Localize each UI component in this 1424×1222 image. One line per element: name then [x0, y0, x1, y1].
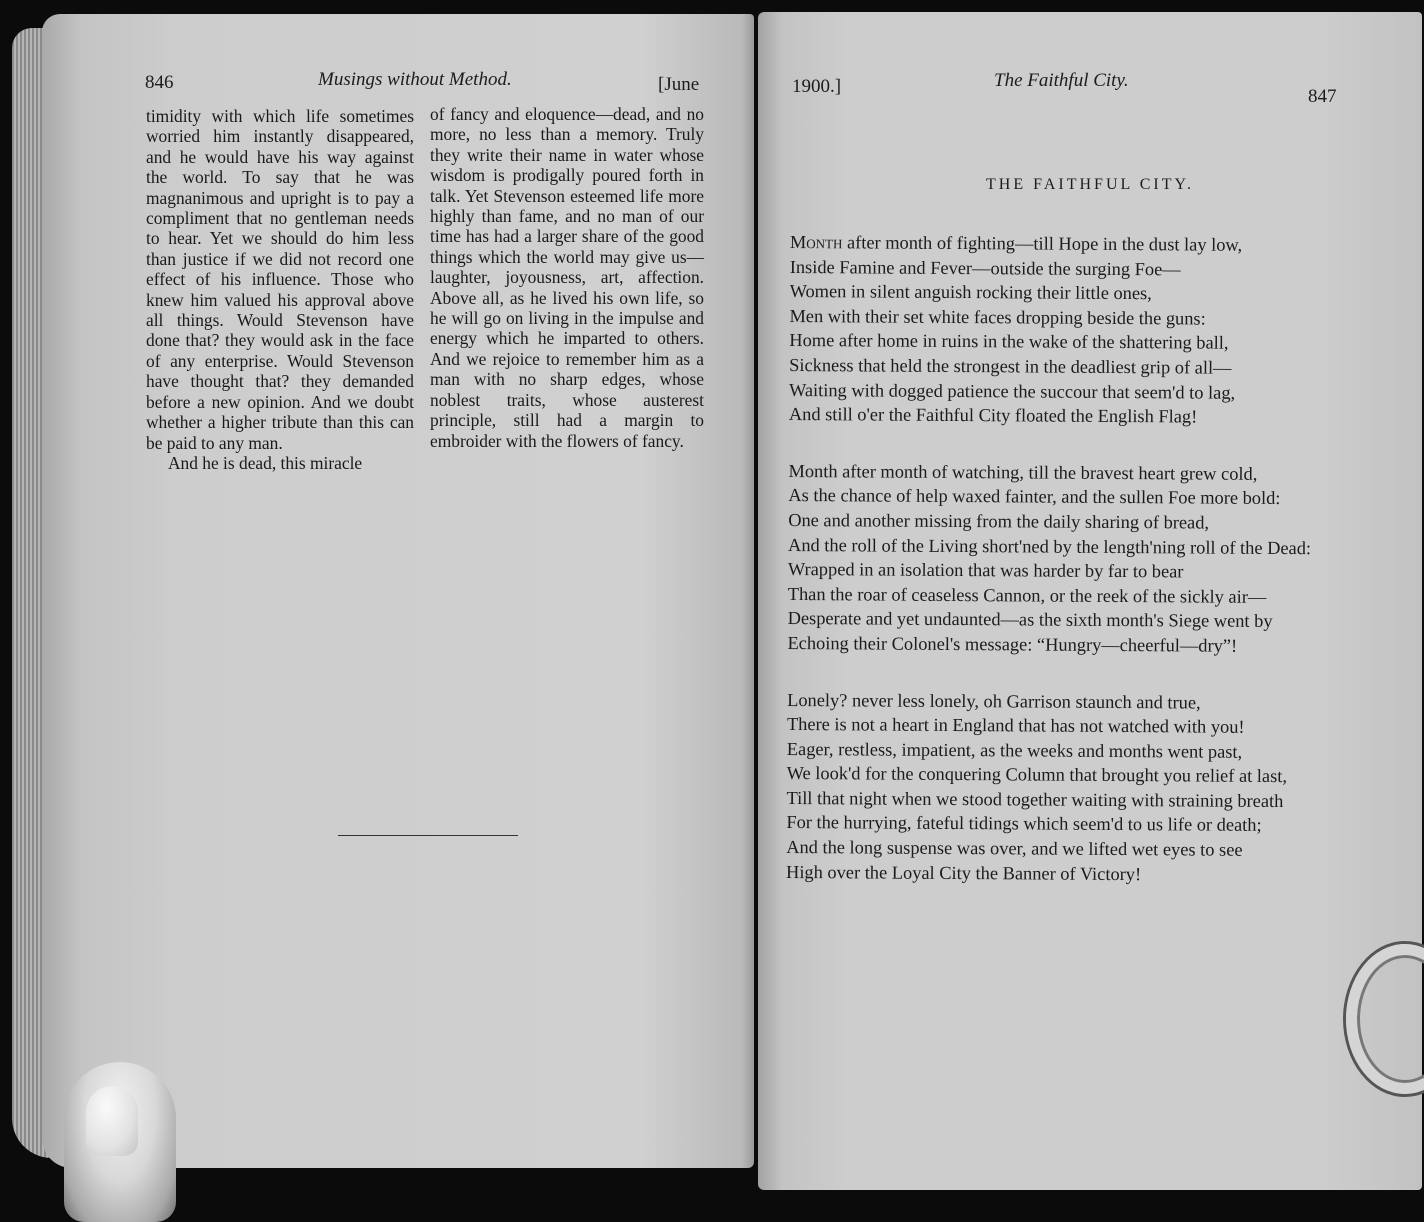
poem-line: Inside Famine and Fever—outside the surging Foe— — [789, 256, 1181, 279]
poem-line: There is not a heart in England that has not watched with you! — [786, 714, 1245, 737]
holding-thumb — [64, 1062, 176, 1222]
poem-line: Month after month of watching, till the bravest heart grew cold, — [788, 460, 1258, 484]
poem-line: And the long suspense was over, and we lifted wet eyes to see — [786, 837, 1243, 860]
left-page-number: 846 — [145, 72, 174, 93]
right-page — [758, 12, 1422, 1190]
paragraph: timidity with which life sometimes worried him instantly disappeared, and he would have his way against the world. To say that he was magnanimous and upright is to pay a compliment that no gentleman needs to hear. Yet we should do him less than justice if we did not record one effect of his influence. Those who knew him valued his approval above all things. Would Stevenson have done that? they would ask in the face of any enterprise. Would Stevenson have thought that? they demanded before a new opinion. And we doubt whether a higher tribute than this can be paid to any man. — [146, 106, 414, 453]
right-page-number: 847 — [1308, 86, 1337, 107]
poem-line: Echoing their Colonel's message: “Hungry—cheerful—dry”! — [787, 632, 1238, 656]
poem-line: High over the Loyal City the Banner of Victory! — [786, 861, 1142, 884]
poem-line: Wrapped in an isolation that was harder by far to bear — [787, 559, 1184, 582]
poem-line: Month after month of fighting—till Hope in the dust lay low, — [789, 231, 1243, 255]
poem-line: Than the roar of ceaseless Cannon, or the reek of the sickly air— — [787, 583, 1267, 607]
left-page — [42, 14, 754, 1168]
poem-line: Women in silent anguish rocking their little ones, — [789, 281, 1152, 304]
poem-line: Home after home in ruins in the wake of the shattering ball, — [789, 330, 1229, 354]
poem-line: As the chance of help waxed fainter, and the sullen Foe more bold: — [788, 485, 1281, 509]
right-running-date: 1900.] — [792, 76, 842, 97]
poem-line: Men with their set white faces dropping beside the guns: — [789, 305, 1206, 329]
left-column-2 — [430, 104, 704, 451]
poem-body — [786, 230, 1330, 920]
poem-stanza-2 — [787, 459, 1328, 659]
thumbnail — [86, 1086, 138, 1156]
poem-line: Lonely? never less lonely, oh Garrison staunch and true, — [787, 689, 1201, 713]
right-running-title: The Faithful City. — [994, 70, 1129, 91]
poem-line: For the hurrying, fateful tidings which seem'd to us life or death; — [786, 812, 1262, 836]
left-column-1 — [146, 106, 414, 473]
poem-line: And still o'er the Faithful City floated the English Flag! — [788, 404, 1198, 427]
paragraph: of fancy and eloquence—dead, and no more, no less than a memory. Truly they write their name in water whose wisdom is prodigally poured forth in talk. Yet Stevenson esteemed life more highly than fame, and no man of our time has had a larger share of the good things which the world may give us—laughter, joyousness, art, affection. Above all, as he lived his own life, so he will go on living in the impulse and energy which he imparted to others. And we rejoice to remember him as a man with no sharp edges, whose noblest traits, whose austerest principle, still had a margin to embroider with the flowers of fancy. — [430, 104, 704, 451]
poem-lead-word: Month — [789, 231, 843, 253]
poem-stanza-3 — [786, 687, 1327, 887]
poem-line: One and another missing from the daily sharing of bread, — [788, 509, 1210, 533]
left-running-title: Musings without Method. — [318, 69, 512, 90]
poem-line: Waiting with dogged patience the succour that seem'd to lag, — [788, 379, 1236, 403]
poem-line: And the roll of the Living short'ned by the length'ning roll of the Dead: — [788, 534, 1312, 558]
poem-title: THE FAITHFUL CITY. — [986, 176, 1194, 193]
poem-line: We look'd for the conquering Column that brought you relief at last, — [786, 763, 1288, 787]
poem-line: Eager, restless, impatient, as the weeks and months went past, — [786, 738, 1243, 762]
section-end-rule — [338, 835, 518, 836]
poem-line: Sickness that held the strongest in the deadliest grip of all— — [789, 354, 1232, 378]
left-running-date: [June — [658, 74, 700, 95]
poem-line: Desperate and yet undaunted—as the sixth month's Siege went by — [787, 608, 1273, 632]
poem-line: Till that night when we stood together waiting with straining breath — [786, 787, 1284, 811]
paragraph: And he is dead, this miracle — [168, 452, 363, 473]
poem-stanza-1 — [789, 230, 1330, 430]
